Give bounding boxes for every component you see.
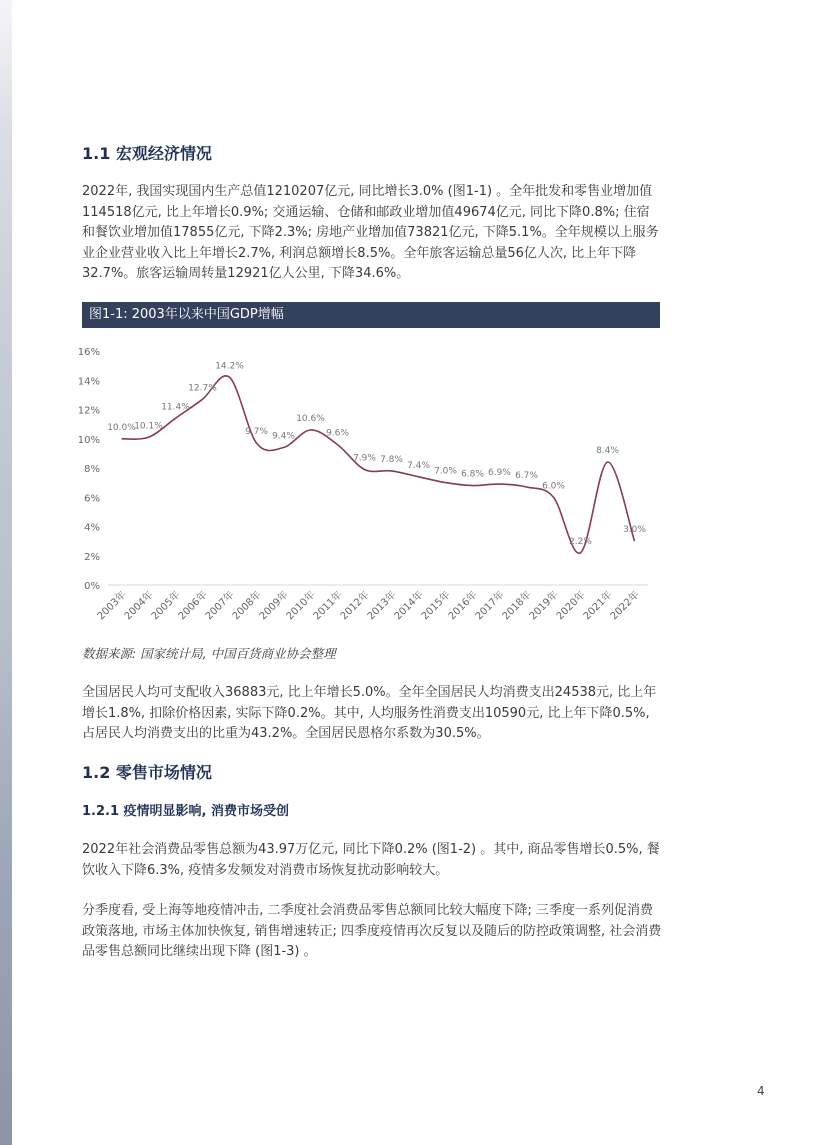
x-tick-label: 2008年 (230, 589, 264, 623)
data-point (309, 428, 312, 431)
data-point (255, 442, 258, 445)
data-point (201, 398, 204, 401)
data-label: 6.9% (488, 468, 511, 479)
y-tick-label: 16% (77, 347, 100, 358)
data-point (498, 483, 501, 486)
data-point (417, 475, 420, 478)
data-label: 6.8% (461, 469, 484, 480)
y-tick-label: 12% (77, 405, 100, 417)
retail-sales-paragraph: 2022年社会消费品零售总额为43.97万亿元, 同比下降0.2% (图1-2) 。其中, 商品零售增长0.5%, 餐饮收入下降6.3%, 疫情多发频发对消费市场恢复扰动影响较大。 (82, 842, 660, 878)
decorative-side-strip (0, 0, 12, 1145)
x-tick-label: 2005年 (149, 589, 183, 623)
x-tick-label: 2014年 (392, 589, 426, 623)
data-point (390, 469, 393, 472)
data-label: 12.7% (188, 383, 217, 394)
macro-economy-paragraph: 2022年, 我国实现国内生产总值1210207亿元, 同比增长3.0% (图1-1) 。全年批发和零售业增加值114518亿元, 比上年增长0.9%; 交通运输、仓储和邮政业增加值49674亿元, 同比下降0.8%; 住宿和餐饮业增加值17855亿元, 下降2.3%; 房地产业增加值73821亿元, 下降5.1%。全年规模以上服务业企业营业收入比上年增长2.7%, 利润总额增长8.5%。全年旅客运输总量56亿人次, 比上年下降32.7%。旅客运输周转量12921亿人公里, 下降34.6%。 (82, 184, 659, 281)
data-point (606, 461, 609, 464)
section-heading-1-2: 1.2 零售市场情况 (82, 763, 212, 782)
y-tick-label: 14% (77, 376, 100, 388)
data-label: 10.0% (107, 422, 136, 433)
data-point (471, 484, 474, 487)
income-consumption-paragraph: 全国居民人均可支配收入36883元, 比上年增长5.0%。全年全国居民人均消费支出24538元, 比上年增长1.8%, 扣除价格因素, 实际下降0.2%。其中, 人均服务性消费支出10590元, 比上年下降0.5%, 占居民人均消费支出的比重为43.2%。全国居民恩格尔系数为30.5%。 (82, 685, 657, 741)
x-tick-label: 2006年 (176, 589, 210, 623)
x-tick-label: 2021年 (581, 589, 615, 623)
x-tick-label: 2019年 (527, 589, 561, 623)
x-tick-label: 2020年 (554, 589, 588, 623)
data-label: 2.2% (569, 536, 592, 547)
data-label: 6.0% (542, 481, 565, 492)
x-tick-label: 2007年 (203, 589, 237, 623)
data-point (147, 436, 150, 439)
quarterly-retail-paragraph: 分季度看, 受上海等地疫情冲击, 二季度社会消费品零售总额同比较大幅度下降; 三季度一系列促消费政策落地, 市场主体加快恢复, 销售增速转正; 四季度疫情再次反复以及随后的防控政策调整, 社会消费品零售总额同比继续出现下降 (图1-3) 。 (82, 903, 662, 959)
data-label: 7.0% (434, 466, 457, 477)
y-tick-label: 10% (77, 434, 100, 446)
x-tick-label: 2022年 (608, 589, 642, 623)
data-point (174, 417, 177, 420)
x-tick-label: 2011年 (311, 589, 345, 623)
data-point (336, 443, 339, 446)
y-tick-label: 4% (84, 522, 100, 534)
data-point (444, 481, 447, 484)
x-tick-label: 2010年 (284, 589, 318, 623)
gdp-chart-svg (70, 338, 670, 640)
section-heading-1-1: 1.1 宏观经济情况 (82, 144, 212, 163)
y-tick-label: 8% (84, 464, 100, 475)
data-point (579, 551, 582, 554)
x-tick-label: 2013年 (365, 589, 399, 623)
data-label: 10.1% (134, 421, 163, 432)
data-label: 9.7% (245, 427, 268, 438)
data-point (633, 540, 636, 543)
x-tick-label: 2015年 (419, 589, 453, 623)
subsection-heading-1-2-1: 1.2.1 疫情明显影响, 消费市场受创 (82, 804, 290, 819)
page-number: 4 (757, 1084, 765, 1098)
data-point (282, 446, 285, 449)
data-label: 7.9% (353, 453, 376, 464)
data-point (363, 468, 366, 471)
data-label: 14.2% (215, 361, 244, 372)
y-tick-label: 0% (84, 581, 100, 592)
data-label: 11.4% (161, 402, 190, 413)
data-label: 6.7% (515, 471, 538, 482)
data-point (120, 437, 123, 440)
data-label: 8.4% (596, 446, 619, 457)
y-tick-label: 6% (84, 493, 100, 505)
data-label: 10.6% (296, 413, 325, 424)
data-point (525, 486, 528, 489)
gdp-growth-chart (70, 338, 670, 640)
data-point (552, 496, 555, 499)
x-tick-label: 2003年 (95, 589, 129, 623)
figure-source-note: 数据来源: 国家统计局, 中国百货商业协会整理 (82, 646, 336, 661)
x-tick-label: 2016年 (446, 589, 480, 623)
x-tick-label: 2009年 (257, 589, 291, 623)
x-tick-label: 2004年 (122, 589, 156, 623)
data-label: 7.4% (407, 460, 430, 471)
data-label: 7.8% (380, 454, 403, 465)
x-tick-label: 2018年 (500, 589, 534, 623)
data-label: 3.0% (623, 525, 646, 536)
figure-title-bar: 图1-1: 2003年以来中国GDP增幅 (82, 302, 660, 328)
gdp-growth-line (122, 376, 635, 553)
x-tick-label: 2017年 (473, 589, 507, 623)
y-tick-label: 2% (84, 551, 100, 563)
data-label: 9.6% (326, 428, 349, 439)
data-point (228, 376, 231, 379)
data-label: 9.4% (272, 431, 295, 442)
x-tick-label: 2012年 (338, 589, 372, 623)
